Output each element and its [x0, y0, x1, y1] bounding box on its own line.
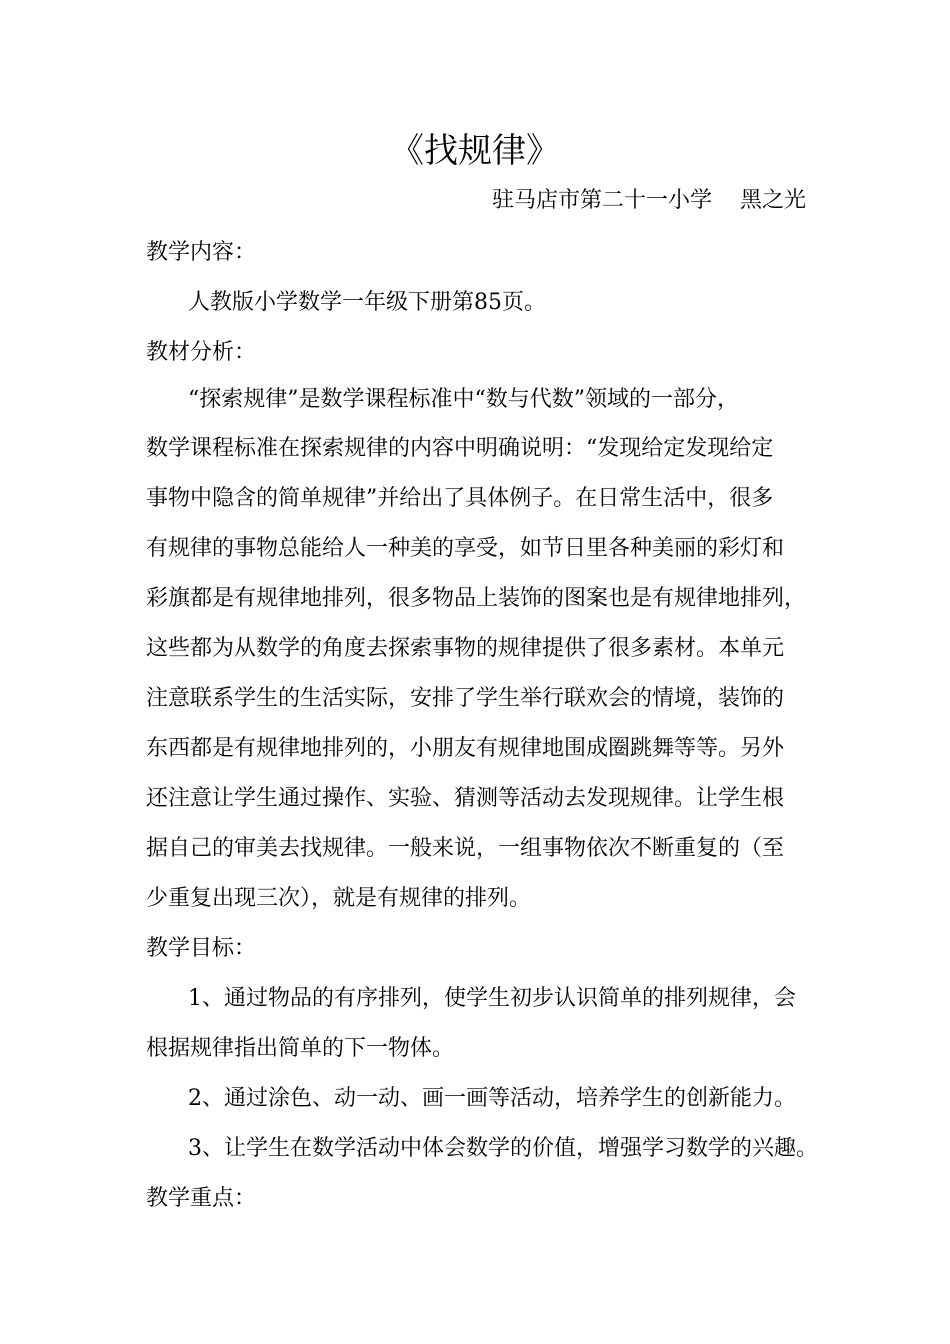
- teaching-content-text: 人教版小学数学一年级下册第85页。: [188, 290, 546, 315]
- heading-teaching-goals: 教学目标：: [146, 936, 257, 961]
- document-title: 《找规律》: [390, 131, 560, 171]
- analysis-line: “探索规律”是数学课程标准中“数与代数”领域的一部分，: [188, 387, 739, 412]
- heading-material-analysis: 教材分析：: [146, 340, 257, 365]
- goal-line: 根据规律指出简单的下一物体。: [146, 1036, 455, 1061]
- analysis-line: 少重复出现三次），就是有规律的排列。: [146, 886, 532, 911]
- goal-line: 3、让学生在数学活动中体会数学的价值，增强学习数学的兴趣。: [188, 1136, 818, 1161]
- analysis-line: 还注意让学生通过操作、实验、猜测等活动去发现规律。让学生根: [146, 786, 785, 811]
- analysis-line: 据自己的审美去找规律。一般来说，一组事物依次不断重复的（至: [146, 836, 785, 861]
- analysis-line: 有规律的事物总能给人一种美的享受，如节日里各种美丽的彩灯和: [146, 536, 785, 561]
- analysis-line: 东西都是有规律地排列的，小朋友有规律地围成圈跳舞等等。另外: [146, 736, 785, 761]
- analysis-line: 注意联系学生的生活实际，安排了学生举行联欢会的情境，装饰的: [146, 686, 785, 711]
- goal-line: 2、通过涂色、动一动、画一画等活动，培养学生的创新能力。: [188, 1086, 796, 1111]
- goal-line: 1、通过物品的有序排列，使学生初步认识简单的排列规律，会: [188, 986, 796, 1011]
- analysis-line: 事物中隐含的简单规律”并给出了具体例子。在日常生活中，很多: [146, 486, 774, 511]
- heading-teaching-content: 教学内容：: [146, 240, 257, 265]
- analysis-line: 彩旗都是有规律地排列，很多物品上装饰的图案也是有规律地排列，: [146, 586, 807, 611]
- analysis-line: 数学课程标准在探索规律的内容中明确说明：“发现给定发现给定: [146, 436, 774, 461]
- author-line: 驻马店市第二十一小学 黑之光: [492, 188, 806, 213]
- analysis-line: 这些都为从数学的角度去探索事物的规律提供了很多素材。本单元: [146, 636, 785, 661]
- heading-key-points: 教学重点：: [146, 1186, 257, 1211]
